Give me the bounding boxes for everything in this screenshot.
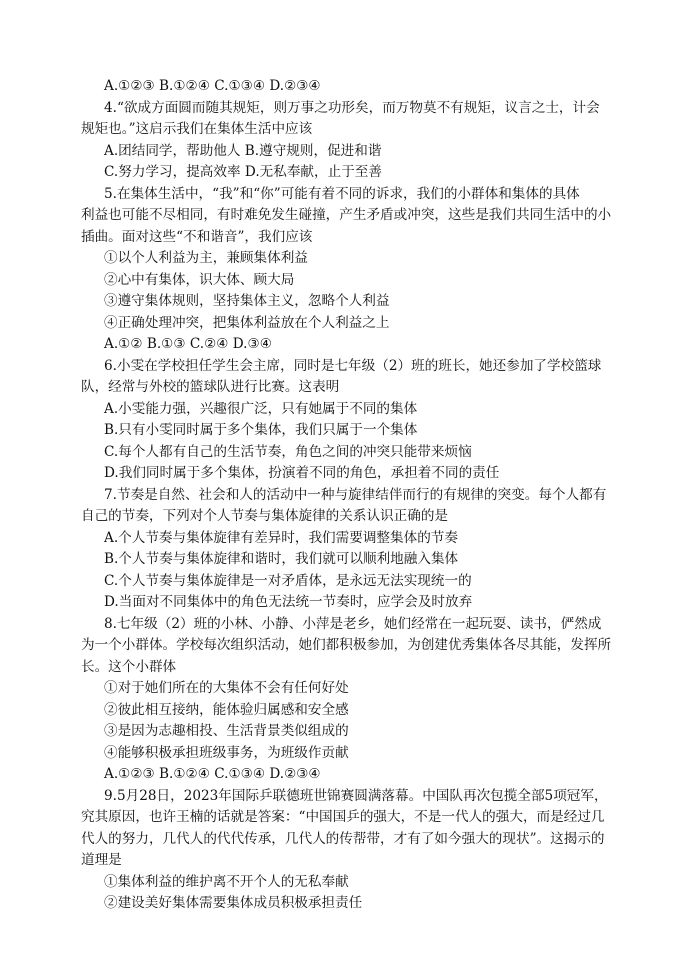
q7-option-a: A.个人节奏与集体旋律有差异时，我们需要调整集体的节奏 — [104, 530, 458, 546]
q4-options-cd: C.努力学习，提高效率 D.无私奉献，止于至善 — [104, 164, 382, 180]
q5-stem-line1: 5.在集体生活中，“我”和“你”可能有着不同的诉求，我们的小群体和集体的具体 — [104, 186, 580, 202]
q5-item-4: ④正确处理冲突，把集体利益放在个人利益之上 — [104, 315, 390, 331]
q7-option-c: C.个人节奏与集体旋律是一对矛盾体，是永远无法实现统一的 — [104, 573, 472, 589]
q9-item-2: ②建设美好集体需要集体成员积极承担责任 — [104, 895, 363, 911]
q8-item-3: ③是因为志趣相投、生活背景类似组成的 — [104, 723, 349, 739]
q6-stem-line1: 6.小雯在学校担任学生会主席，同时是七年级（2）班的班长，她还参加了学校篮球 — [104, 358, 602, 374]
q5-item-2: ②心中有集体，识大体、顾大局 — [104, 272, 295, 288]
q5-item-3: ③遵守集体规则，坚持集体主义，忽略个人利益 — [104, 293, 390, 309]
q6-option-d: D.我们同时属于多个集体，扮演着不同的角色，承担着不同的责任 — [104, 465, 500, 481]
q8-options: A.①②③ B.①②④ C.①③④ D.②③④ — [104, 766, 321, 782]
q4-options-ab: A.团结同学，帮助他人 B.遵守规则，促进和谐 — [104, 143, 382, 159]
q8-stem-line1: 8.七年级（2）班的小林、小静、小萍是老乡，她们经常在一起玩耍、读书，俨然成 — [104, 616, 602, 632]
q6-stem-line2: 队，经常与外校的篮球队进行比赛。这表明 — [81, 379, 340, 395]
q8-stem-line3: 长。这个小群体 — [81, 659, 177, 675]
q3-options: A.①②③ B.①②④ C.①③④ D.②③④ — [104, 78, 321, 94]
q5-stem-line2: 利益也可能不尽相同，有时难免发生碰撞，产生矛盾或冲突，这些是我们共同生活中的小 — [81, 207, 612, 223]
q9-stem-line1: 9.5月28日，2023年国际乒联德班世锦赛圆满落幕。中国队再次包揽全部5项冠军， — [104, 788, 608, 804]
q6-option-c: C.每个人都有自己的生活节奏，角色之间的冲突只能带来烦恼 — [104, 444, 472, 460]
q9-stem-line4: 道理是 — [81, 852, 122, 868]
q4-stem-line2: 规矩也。”这启示我们在集体生活中应该 — [81, 121, 313, 137]
q8-item-4: ④能够积极承担班级事务，为班级作贡献 — [104, 745, 349, 761]
q7-option-d: D.当面对不同集体中的角色无法统一节奏时，应学会及时放弃 — [104, 594, 473, 610]
q9-item-1: ①集体利益的维护离不开个人的无私奉献 — [104, 874, 349, 890]
q5-options: A.①② B.①③ C.②④ D.③④ — [104, 336, 272, 352]
q5-stem-line3: 插曲。面对这些“不和谐音”，我们应该 — [81, 229, 313, 245]
q8-item-1: ①对于她们所在的大集体不会有任何好处 — [104, 680, 349, 696]
q7-option-b: B.个人节奏与集体旋律和谐时，我们就可以顺利地融入集体 — [104, 551, 459, 567]
q9-stem-line3: 代人的努力，几代人的代代传承，几代人的传帮带，才有了如今强大的现状”。这揭示的 — [81, 831, 605, 847]
q7-stem-line2: 自己的节奏，下列对个人节奏与集体旋律的关系认识正确的是 — [81, 508, 449, 524]
q7-stem-line1: 7.节奏是自然、社会和人的活动中一种与旋律结伴而行的有规律的突变。每个人都有 — [104, 487, 607, 503]
q6-option-b: B.只有小雯同时属于多个集体，我们只属于一个集体 — [104, 422, 418, 438]
q8-stem-line2: 为一个小群体。学校每次组织活动，她们都积极参加，为创建优秀集体各尽其能，发挥所 — [81, 637, 612, 653]
q9-stem-line2: 究其原因，也许王楠的话就是答案：“中国国乒的强大，不是一代人的强大，而是经过几 — [81, 809, 605, 825]
q4-stem-line1: 4.“欲成方面圆而随其规矩，则万事之功形矣，而万物莫不有规矩，议言之士，计会 — [104, 100, 600, 116]
q6-option-a: A.小雯能力强，兴趣很广泛，只有她属于不同的集体 — [104, 401, 418, 417]
q8-item-2: ②彼此相互接纳，能体验归属感和安全感 — [104, 702, 349, 718]
q5-item-1: ①以个人利益为主，兼顾集体利益 — [104, 250, 308, 266]
